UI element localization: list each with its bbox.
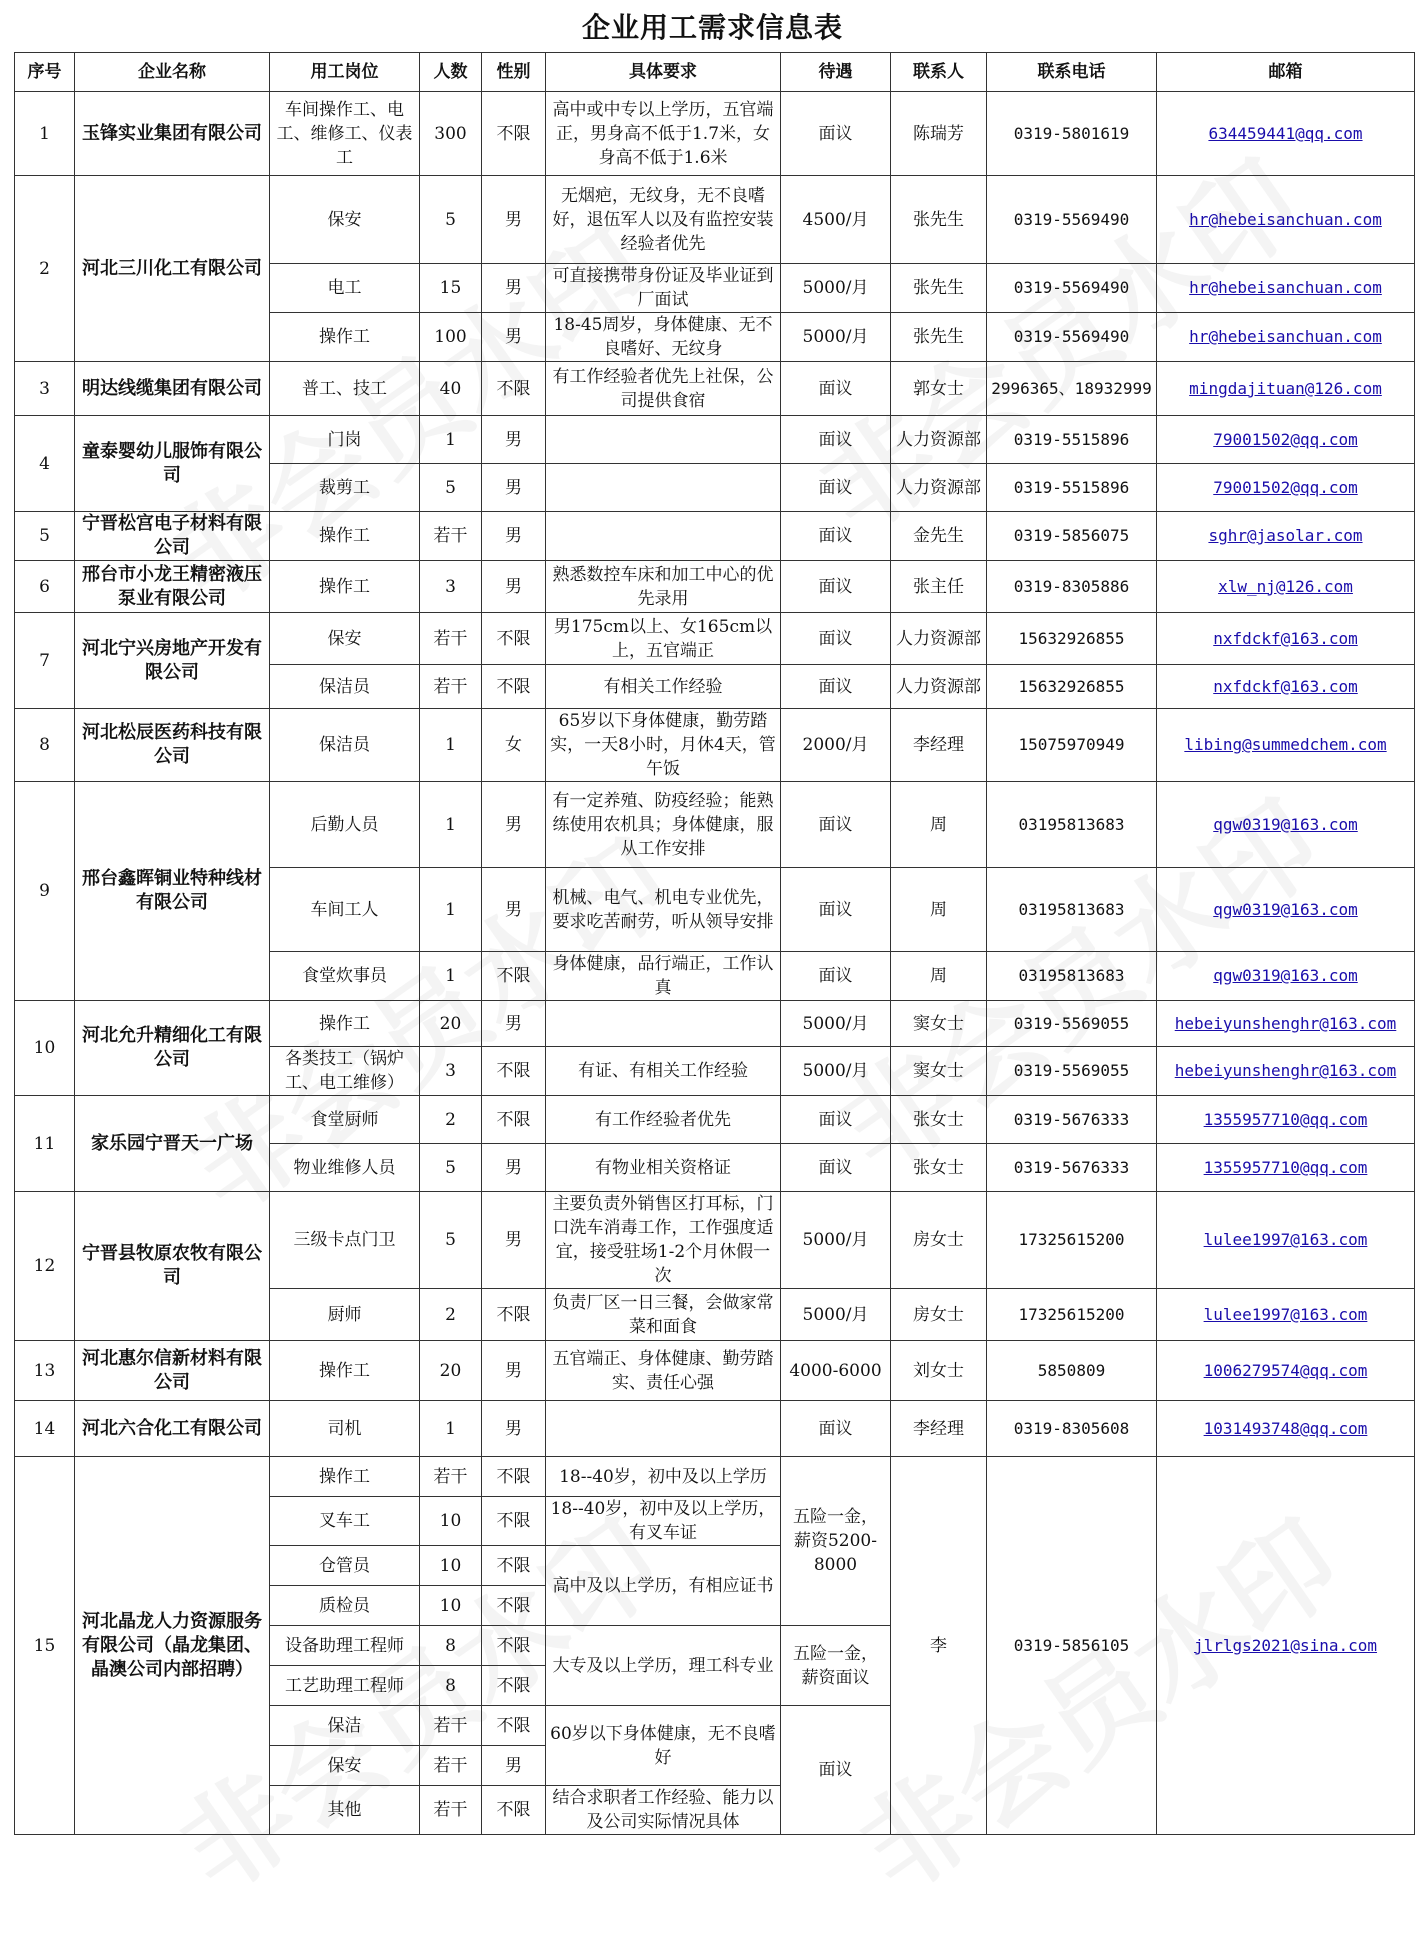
job-count: 5 (420, 464, 482, 512)
job-pay: 5000/月 (781, 1289, 891, 1341)
contact-person: 张女士 (891, 1096, 987, 1144)
table-row (15, 416, 1415, 464)
contact-person: 窦女士 (891, 1047, 987, 1096)
row-number: 2 (15, 176, 75, 362)
row-number: 11 (15, 1096, 75, 1192)
job-pay: 5000/月 (781, 1192, 891, 1289)
job-pay: 4000-6000 (781, 1341, 891, 1401)
job-position: 保安 (270, 1746, 420, 1786)
job-count: 5 (420, 1144, 482, 1192)
table-row (15, 613, 1415, 665)
job-count: 8 (420, 1666, 482, 1706)
job-position: 食堂厨师 (270, 1096, 420, 1144)
job-count: 2 (420, 1289, 482, 1341)
table-row (15, 1341, 1415, 1401)
job-gender: 不限 (482, 1546, 546, 1586)
job-pay: 面议 (781, 561, 891, 613)
job-count: 3 (420, 561, 482, 613)
row-number: 3 (15, 362, 75, 416)
job-pay: 面议 (781, 464, 891, 512)
company-name: 河北三川化工有限公司 (75, 176, 270, 362)
job-requirements: 65岁以下身体健康，勤劳踏实，一天8小时，月休4天，管午饭 (546, 709, 781, 782)
contact-person: 人力资源部 (891, 464, 987, 512)
contact-person: 周 (891, 868, 987, 952)
job-count: 10 (420, 1497, 482, 1546)
job-gender: 男 (482, 1746, 546, 1786)
contact-person: 李经理 (891, 1401, 987, 1457)
page-title: 企业用工需求信息表 (581, 11, 843, 44)
company-name: 明达线缆集团有限公司 (75, 362, 270, 416)
job-position: 保洁员 (270, 709, 420, 782)
company-name: 家乐园宁晋天一广场 (75, 1096, 270, 1192)
contact-phone: 15075970949 (987, 709, 1157, 782)
company-name: 宁晋县牧原农牧有限公司 (75, 1192, 270, 1341)
contact-email-link[interactable]: 1355957710@qq.com (1157, 1096, 1415, 1144)
contact-email-link[interactable]: hr@hebeisanchuan.com (1157, 176, 1415, 264)
job-pay: 5000/月 (781, 313, 891, 362)
company-name: 河北宁兴房地产开发有限公司 (75, 613, 270, 709)
row-number: 9 (15, 782, 75, 1001)
contact-person: 张主任 (891, 561, 987, 613)
row-number: 5 (15, 512, 75, 561)
header-email: 邮箱 (1157, 53, 1415, 92)
job-requirements: 机械、电气、机电专业优先，要求吃苦耐劳，听从领导安排 (546, 868, 781, 952)
job-pay: 面议 (781, 613, 891, 665)
job-gender: 男 (482, 313, 546, 362)
job-requirements: 负责厂区一日三餐，会做家常菜和面食 (546, 1289, 781, 1341)
job-pay: 面议 (781, 512, 891, 561)
job-requirements: 有工作经验者优先上社保，公司提供食宿 (546, 362, 781, 416)
job-position: 操作工 (270, 1341, 420, 1401)
job-gender: 女 (482, 709, 546, 782)
contact-phone: 0319-5569055 (987, 1001, 1157, 1047)
contact-phone: 5850809 (987, 1341, 1157, 1401)
job-requirements: 18--40岁，初中及以上学历 (546, 1457, 781, 1497)
job-requirements: 有相关工作经验 (546, 665, 781, 709)
job-requirements: 男175cm以上、女165cm以上，五官端正 (546, 613, 781, 665)
contact-person: 张先生 (891, 176, 987, 264)
job-count: 1 (420, 709, 482, 782)
job-position: 质检员 (270, 1586, 420, 1626)
job-requirements (546, 1001, 781, 1047)
job-position: 电工 (270, 264, 420, 313)
company-name: 邢台鑫晖铜业特种线材有限公司 (75, 782, 270, 1001)
contact-email-link[interactable]: hr@hebeisanchuan.com (1157, 313, 1415, 362)
job-requirements: 60岁以下身体健康，无不良嗜好 (546, 1706, 781, 1786)
contact-person: 李经理 (891, 709, 987, 782)
job-pay: 面议 (781, 1144, 891, 1192)
job-count: 若干 (420, 1786, 482, 1835)
header-contact: 联系人 (891, 53, 987, 92)
table-row (15, 92, 1415, 176)
job-count: 10 (420, 1586, 482, 1626)
job-gender: 不限 (482, 1666, 546, 1706)
contact-person: 人力资源部 (891, 613, 987, 665)
contact-phone: 0319-5676333 (987, 1144, 1157, 1192)
job-pay: 面议 (781, 1096, 891, 1144)
job-requirements: 有工作经验者优先 (546, 1096, 781, 1144)
table-row (15, 782, 1415, 868)
contact-phone: 17325615200 (987, 1192, 1157, 1289)
contact-person: 李 (891, 1457, 987, 1835)
row-number: 12 (15, 1192, 75, 1341)
contact-email-link[interactable]: 79001502@qq.com (1157, 416, 1415, 464)
job-count: 20 (420, 1341, 482, 1401)
job-pay: 面议 (781, 92, 891, 176)
job-pay: 五险一金，薪资面议 (781, 1626, 891, 1706)
job-requirements: 结合求职者工作经验、能力以及公司实际情况具体 (546, 1786, 781, 1835)
contact-email-link[interactable]: hr@hebeisanchuan.com (1157, 264, 1415, 313)
header-requirements: 具体要求 (546, 53, 781, 92)
contact-person: 金先生 (891, 512, 987, 561)
job-requirements: 18--40岁，初中及以上学历，有叉车证 (546, 1497, 781, 1546)
job-pay: 面议 (781, 782, 891, 868)
job-gender: 不限 (482, 92, 546, 176)
contact-phone: 0319-5515896 (987, 464, 1157, 512)
contact-phone: 0319-5569055 (987, 1047, 1157, 1096)
job-count: 1 (420, 1401, 482, 1457)
job-position: 门岗 (270, 416, 420, 464)
company-name: 宁晋松宫电子材料有限公司 (75, 512, 270, 561)
contact-phone: 15632926855 (987, 665, 1157, 709)
contact-phone: 0319-8305608 (987, 1401, 1157, 1457)
contact-person: 陈瑞芳 (891, 92, 987, 176)
job-requirements: 无烟疤，无纹身，无不良嗜好，退伍军人以及有监控安装经验者优先 (546, 176, 781, 264)
job-gender: 不限 (482, 665, 546, 709)
row-number: 15 (15, 1457, 75, 1835)
job-requirements: 大专及以上学历，理工科专业 (546, 1626, 781, 1706)
job-position: 仓管员 (270, 1546, 420, 1586)
job-gender: 不限 (482, 952, 546, 1001)
job-position: 三级卡点门卫 (270, 1192, 420, 1289)
job-count: 1 (420, 952, 482, 1001)
contact-phone: 17325615200 (987, 1289, 1157, 1341)
table-row (15, 709, 1415, 782)
company-name: 河北允升精细化工有限公司 (75, 1001, 270, 1096)
job-pay: 面议 (781, 665, 891, 709)
job-count: 1 (420, 868, 482, 952)
job-gender: 不限 (482, 1096, 546, 1144)
job-pay: 五险一金，薪资5200-8000 (781, 1457, 891, 1626)
company-name: 河北惠尔信新材料有限公司 (75, 1341, 270, 1401)
job-pay: 2000/月 (781, 709, 891, 782)
row-number: 4 (15, 416, 75, 512)
company-name: 河北晶龙人力资源服务有限公司（晶龙集团、晶澳公司内部招聘） (75, 1457, 270, 1835)
job-count: 若干 (420, 613, 482, 665)
job-count: 40 (420, 362, 482, 416)
job-pay: 4500/月 (781, 176, 891, 264)
header-gender: 性别 (482, 53, 546, 92)
contact-person: 张先生 (891, 264, 987, 313)
company-name: 河北松辰医药科技有限公司 (75, 709, 270, 782)
contact-phone: 0319-5856105 (987, 1457, 1157, 1835)
job-requirements: 熟悉数控车床和加工中心的优先录用 (546, 561, 781, 613)
row-number: 1 (15, 92, 75, 176)
header-no: 序号 (15, 53, 75, 92)
contact-email-link[interactable]: nxfdckf@163.com (1157, 613, 1415, 665)
job-position: 保洁员 (270, 665, 420, 709)
contact-email-link[interactable]: lulee1997@163.com (1157, 1192, 1415, 1289)
job-gender: 不限 (482, 1289, 546, 1341)
job-position: 操作工 (270, 1457, 420, 1497)
header-row (15, 53, 1415, 92)
header-phone: 联系电话 (987, 53, 1157, 92)
job-requirements: 有一定养殖、防疫经验；能熟练使用农机具；身体健康，服从工作安排 (546, 782, 781, 868)
job-count: 若干 (420, 1706, 482, 1746)
job-count: 8 (420, 1626, 482, 1666)
contact-email-link[interactable]: sghr@jasolar.com (1157, 512, 1415, 561)
job-requirements: 有物业相关资格证 (546, 1144, 781, 1192)
contact-person: 房女士 (891, 1192, 987, 1289)
contact-email-link[interactable]: nxfdckf@163.com (1157, 665, 1415, 709)
company-name: 邢台市小龙王精密液压泵业有限公司 (75, 561, 270, 613)
row-number: 6 (15, 561, 75, 613)
job-pay: 面议 (781, 1401, 891, 1457)
contact-person: 周 (891, 952, 987, 1001)
header-position: 用工岗位 (270, 53, 420, 92)
job-count: 2 (420, 1096, 482, 1144)
job-gender: 男 (482, 416, 546, 464)
job-pay: 面议 (781, 362, 891, 416)
job-requirements: 五官端正、身体健康、勤劳踏实、责任心强 (546, 1341, 781, 1401)
table-row (15, 1401, 1415, 1457)
company-name: 玉锋实业集团有限公司 (75, 92, 270, 176)
job-gender: 不限 (482, 1586, 546, 1626)
job-gender: 不限 (482, 1457, 546, 1497)
contact-person: 房女士 (891, 1289, 987, 1341)
job-pay: 5000/月 (781, 1047, 891, 1096)
job-count: 300 (420, 92, 482, 176)
job-position: 设备助理工程师 (270, 1626, 420, 1666)
job-position: 操作工 (270, 512, 420, 561)
job-gender: 男 (482, 512, 546, 561)
job-gender: 不限 (482, 1047, 546, 1096)
job-pay: 面议 (781, 416, 891, 464)
contact-email-link[interactable]: 1031493748@qq.com (1157, 1401, 1415, 1457)
table-row (15, 1192, 1415, 1289)
contact-email-link[interactable]: mingdajituan@126.com (1157, 362, 1415, 416)
contact-email-link[interactable]: qgw0319@163.com (1157, 782, 1415, 868)
job-position: 操作工 (270, 1001, 420, 1047)
job-position: 车间操作工、电工、维修工、仪表工 (270, 92, 420, 176)
contact-email-link[interactable]: libing@summedchem.com (1157, 709, 1415, 782)
contact-person: 窦女士 (891, 1001, 987, 1047)
contact-phone: 0319-5801619 (987, 92, 1157, 176)
job-gender: 男 (482, 1341, 546, 1401)
header-company: 企业名称 (75, 53, 270, 92)
company-name: 童泰婴幼儿服饰有限公司 (75, 416, 270, 512)
job-requirements: 可直接携带身份证及毕业证到厂面试 (546, 264, 781, 313)
job-requirements (546, 416, 781, 464)
job-gender: 不限 (482, 362, 546, 416)
job-gender: 男 (482, 1001, 546, 1047)
job-pay: 面议 (781, 1706, 891, 1835)
contact-phone: 0319-5569490 (987, 313, 1157, 362)
header-count: 人数 (420, 53, 482, 92)
contact-email-link[interactable]: lulee1997@163.com (1157, 1289, 1415, 1341)
contact-phone: 0319-5569490 (987, 176, 1157, 264)
row-number: 13 (15, 1341, 75, 1401)
contact-email-link[interactable]: 79001502@qq.com (1157, 464, 1415, 512)
table-row (15, 1457, 1415, 1497)
contact-phone: 03195813683 (987, 782, 1157, 868)
contact-person: 刘女士 (891, 1341, 987, 1401)
job-count: 若干 (420, 665, 482, 709)
job-requirements: 高中或中专以上学历，五官端正，男身高不低于1.7米，女身高不低于1.6米 (546, 92, 781, 176)
contact-email-link[interactable]: qgw0319@163.com (1157, 952, 1415, 1001)
job-count: 5 (420, 176, 482, 264)
job-position: 保安 (270, 613, 420, 665)
job-gender: 男 (482, 1401, 546, 1457)
job-pay: 5000/月 (781, 1001, 891, 1047)
contact-phone: 15632926855 (987, 613, 1157, 665)
job-count: 若干 (420, 1457, 482, 1497)
job-position: 其他 (270, 1786, 420, 1835)
job-position: 保安 (270, 176, 420, 264)
job-requirements: 有证、有相关工作经验 (546, 1047, 781, 1096)
job-position: 物业维修人员 (270, 1144, 420, 1192)
job-position: 后勤人员 (270, 782, 420, 868)
job-gender: 男 (482, 1144, 546, 1192)
job-pay: 面议 (781, 952, 891, 1001)
job-position: 厨师 (270, 1289, 420, 1341)
contact-email-link[interactable]: xlw_nj@126.com (1157, 561, 1415, 613)
contact-phone: 2996365、18932999 (987, 362, 1157, 416)
job-position: 操作工 (270, 313, 420, 362)
table-row (15, 512, 1415, 561)
contact-email-link[interactable]: hebeiyunshenghr@163.com (1157, 1001, 1415, 1047)
contact-person: 周 (891, 782, 987, 868)
job-count: 20 (420, 1001, 482, 1047)
job-position: 普工、技工 (270, 362, 420, 416)
job-gender: 男 (482, 1192, 546, 1289)
header-pay: 待遇 (781, 53, 891, 92)
job-count: 若干 (420, 512, 482, 561)
job-gender: 男 (482, 176, 546, 264)
job-gender: 男 (482, 264, 546, 313)
recruitment-table (14, 52, 1415, 1835)
job-pay: 5000/月 (781, 264, 891, 313)
contact-email-link[interactable]: 1355957710@qq.com (1157, 1144, 1415, 1192)
job-gender: 不限 (482, 1497, 546, 1546)
job-gender: 男 (482, 464, 546, 512)
table-row (15, 1096, 1415, 1144)
contact-phone: 0319-5569490 (987, 264, 1157, 313)
job-gender: 不限 (482, 1626, 546, 1666)
job-position: 各类技工（锅炉工、电工维修） (270, 1047, 420, 1096)
job-gender: 不限 (482, 613, 546, 665)
job-position: 司机 (270, 1401, 420, 1457)
contact-email-link[interactable]: jlrlgs2021@sina.com (1157, 1457, 1415, 1835)
job-gender: 不限 (482, 1706, 546, 1746)
contact-phone: 03195813683 (987, 952, 1157, 1001)
company-name: 河北六合化工有限公司 (75, 1401, 270, 1457)
contact-person: 人力资源部 (891, 416, 987, 464)
job-count: 1 (420, 782, 482, 868)
table-row (15, 561, 1415, 613)
table-row (15, 1001, 1415, 1047)
job-requirements: 身体健康，品行端正，工作认真 (546, 952, 781, 1001)
contact-phone: 0319-5515896 (987, 416, 1157, 464)
contact-email-link[interactable]: 634459441@qq.com (1157, 92, 1415, 176)
job-count: 5 (420, 1192, 482, 1289)
job-requirements: 主要负责外销售区打耳标，门口洗车消毒工作，工作强度适宜，接受驻场1-2个月休假一次 (546, 1192, 781, 1289)
job-gender: 男 (482, 782, 546, 868)
job-position: 操作工 (270, 561, 420, 613)
job-gender: 男 (482, 868, 546, 952)
job-count: 10 (420, 1546, 482, 1586)
job-position: 叉车工 (270, 1497, 420, 1546)
job-gender: 不限 (482, 1786, 546, 1835)
contact-email-link[interactable]: 1006279574@qq.com (1157, 1341, 1415, 1401)
job-position: 车间工人 (270, 868, 420, 952)
job-count: 3 (420, 1047, 482, 1096)
contact-email-link[interactable]: qgw0319@163.com (1157, 868, 1415, 952)
job-position: 裁剪工 (270, 464, 420, 512)
contact-phone: 03195813683 (987, 868, 1157, 952)
job-requirements (546, 1401, 781, 1457)
contact-email-link[interactable]: hebeiyunshenghr@163.com (1157, 1047, 1415, 1096)
job-gender: 男 (482, 561, 546, 613)
table-row (15, 176, 1415, 264)
row-number: 7 (15, 613, 75, 709)
contact-person: 人力资源部 (891, 665, 987, 709)
job-pay: 面议 (781, 868, 891, 952)
contact-phone: 0319-5856075 (987, 512, 1157, 561)
job-position: 食堂炊事员 (270, 952, 420, 1001)
contact-person: 郭女士 (891, 362, 987, 416)
contact-phone: 0319-5676333 (987, 1096, 1157, 1144)
job-count: 1 (420, 416, 482, 464)
table-row (15, 362, 1415, 416)
job-requirements (546, 512, 781, 561)
row-number: 14 (15, 1401, 75, 1457)
contact-person: 张女士 (891, 1144, 987, 1192)
job-requirements: 18-45周岁，身体健康、无不良嗜好、无纹身 (546, 313, 781, 362)
job-position: 工艺助理工程师 (270, 1666, 420, 1706)
job-count: 若干 (420, 1746, 482, 1786)
job-count: 100 (420, 313, 482, 362)
row-number: 8 (15, 709, 75, 782)
job-position: 保洁 (270, 1706, 420, 1746)
contact-phone: 0319-8305886 (987, 561, 1157, 613)
job-requirements: 高中及以上学历，有相应证书 (546, 1546, 781, 1626)
job-count: 15 (420, 264, 482, 313)
job-requirements (546, 464, 781, 512)
contact-person: 张先生 (891, 313, 987, 362)
row-number: 10 (15, 1001, 75, 1096)
